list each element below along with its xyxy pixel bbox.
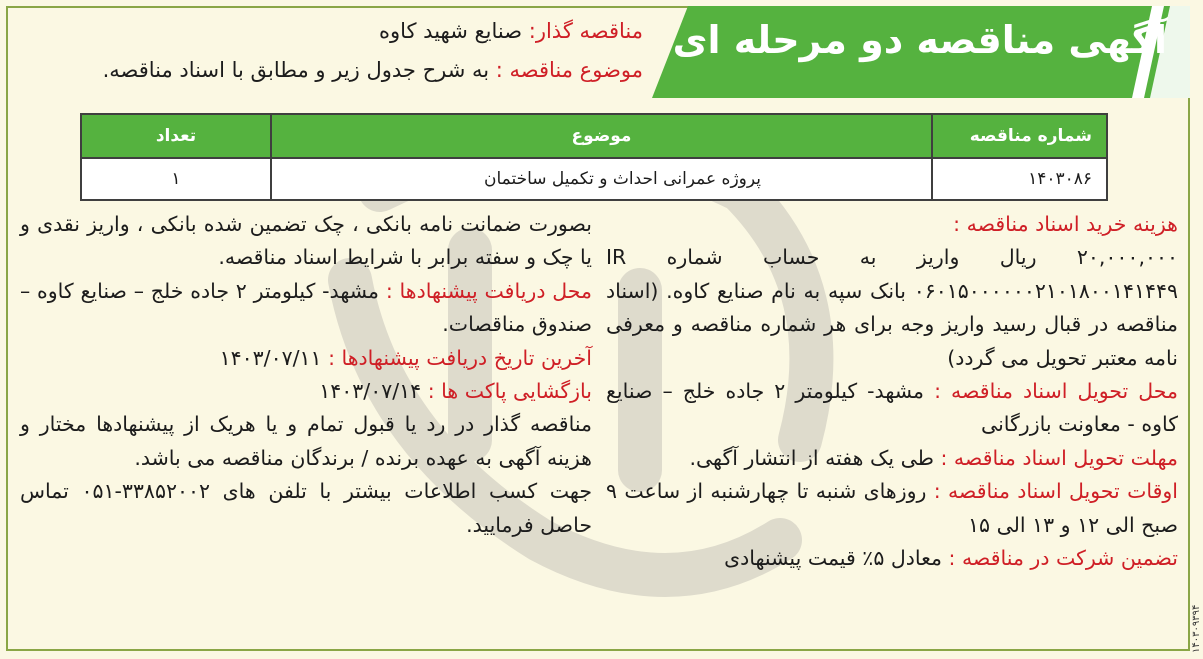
last-date-section (20, 342, 592, 375)
rights-text: مناقصه گذار در رد یا قبول تمام و یا هریک از پیشنهادها مختار و هزینه آگهی به عهده برنده / برندگان مناقصه می باشد. (20, 412, 592, 470)
opening-text: ۱۴۰۳/۰۷/۱۴ (319, 379, 428, 404)
side-code-text: ۱۴۰۳۰۹۳۹۴ (1191, 604, 1202, 653)
organizer-label: مناقصه گذار: (528, 19, 643, 43)
deadline-text: طی یک هفته از انتشار آگهی. (689, 445, 941, 470)
delivery-place-label: محل تحویل اسناد مناقصه : (934, 379, 1178, 404)
contact-text: جهت کسب اطلاعات بیشتر با تلفن های ۳۳۸۵۲۰۰۲-۰۵۱ تماس حاصل فرمایید. (20, 479, 592, 537)
left-column (20, 208, 592, 542)
cell-subject: پروژه عمرانی احداث و تکمیل ساختمان (271, 158, 932, 200)
guarantee-continuation: بصورت ضمانت نامه بانکی ، چک تضمین شده بانکی ، واریز نقدی و یا چک و سفته برابر با شرایط اسناد مناقصه. (20, 212, 592, 270)
subject-value: به شرح جدول زیر و مطابق با اسناد مناقصه. (102, 58, 496, 82)
subject-line (103, 55, 643, 85)
bid-place-label: محل دریافت پیشنهادها : (385, 278, 592, 303)
side-code (1188, 560, 1202, 655)
col-header-subject: موضوع (271, 114, 932, 158)
guarantee-text: معادل ۵٪ قیمت پیشنهادی (724, 546, 949, 571)
bid-place-section (20, 275, 592, 342)
delivery-place-text: مشهد- کیلومتر ۲ جاده خلج – صنایع کاوه - معاونت بازرگانی (606, 379, 1178, 437)
tender-table (80, 113, 1108, 201)
right-column (606, 208, 1178, 575)
organizer-line (379, 16, 643, 46)
cost-section (606, 208, 1178, 375)
col-header-count: تعداد (81, 114, 271, 158)
cost-label: هزینه خرید اسناد مناقصه : (953, 212, 1178, 236)
hours-label: اوقات تحویل اسناد مناقصه : (933, 479, 1179, 504)
ad-title: آگهی مناقصه دو مرحله ای (672, 18, 1167, 62)
cost-text: ۲۰,۰۰۰,۰۰۰ ریال واریز به حساب شماره IR ۰۶۰۱۵۰۰۰۰۰۰۲۱۰۱۸۰۰۱۴۱۴۴۹ بانک سپه به نام صنایع کاوه. (اسناد مناقصه در قبال رسید واریز وجه برای هر شماره مناقصه و معرفی نامه معتبر تحویل می گردد) (606, 245, 1178, 370)
opening-section (20, 375, 592, 408)
last-date-text: ۱۴۰۳/۰۷/۱۱ (219, 345, 329, 370)
deadline-label: مهلت تحویل اسناد مناقصه : (940, 445, 1178, 470)
delivery-place-section (606, 375, 1178, 442)
deadline-section (606, 442, 1178, 475)
last-date-label: آخرین تاریخ دریافت پیشنهادها : (328, 345, 592, 370)
subject-label: موضوع مناقصه : (495, 58, 643, 82)
hours-section (606, 475, 1178, 542)
organizer-value: صنایع شهید کاوه (378, 19, 529, 43)
cell-tender-number: ۱۴۰۳۰۸۶ (932, 158, 1107, 200)
table-row (81, 158, 1107, 200)
col-header-number: شماره مناقصه (932, 114, 1107, 158)
hours-text: روزهای شنبه تا چهارشنبه از ساعت ۹ صبح الی ۱۲ و ۱۳ الی ۱۵ (606, 479, 1178, 537)
guarantee-section (606, 542, 1178, 575)
cell-count: ۱ (81, 158, 271, 200)
guarantee-label: تضمین شرکت در مناقصه : (948, 546, 1178, 571)
opening-label: بازگشایی پاکت ها : (427, 379, 592, 404)
table-header-row (81, 114, 1107, 158)
bid-place-text: مشهد- کیلومتر ۲ جاده خلج – صنایع کاوه – صندوق مناقصات. (20, 278, 592, 337)
